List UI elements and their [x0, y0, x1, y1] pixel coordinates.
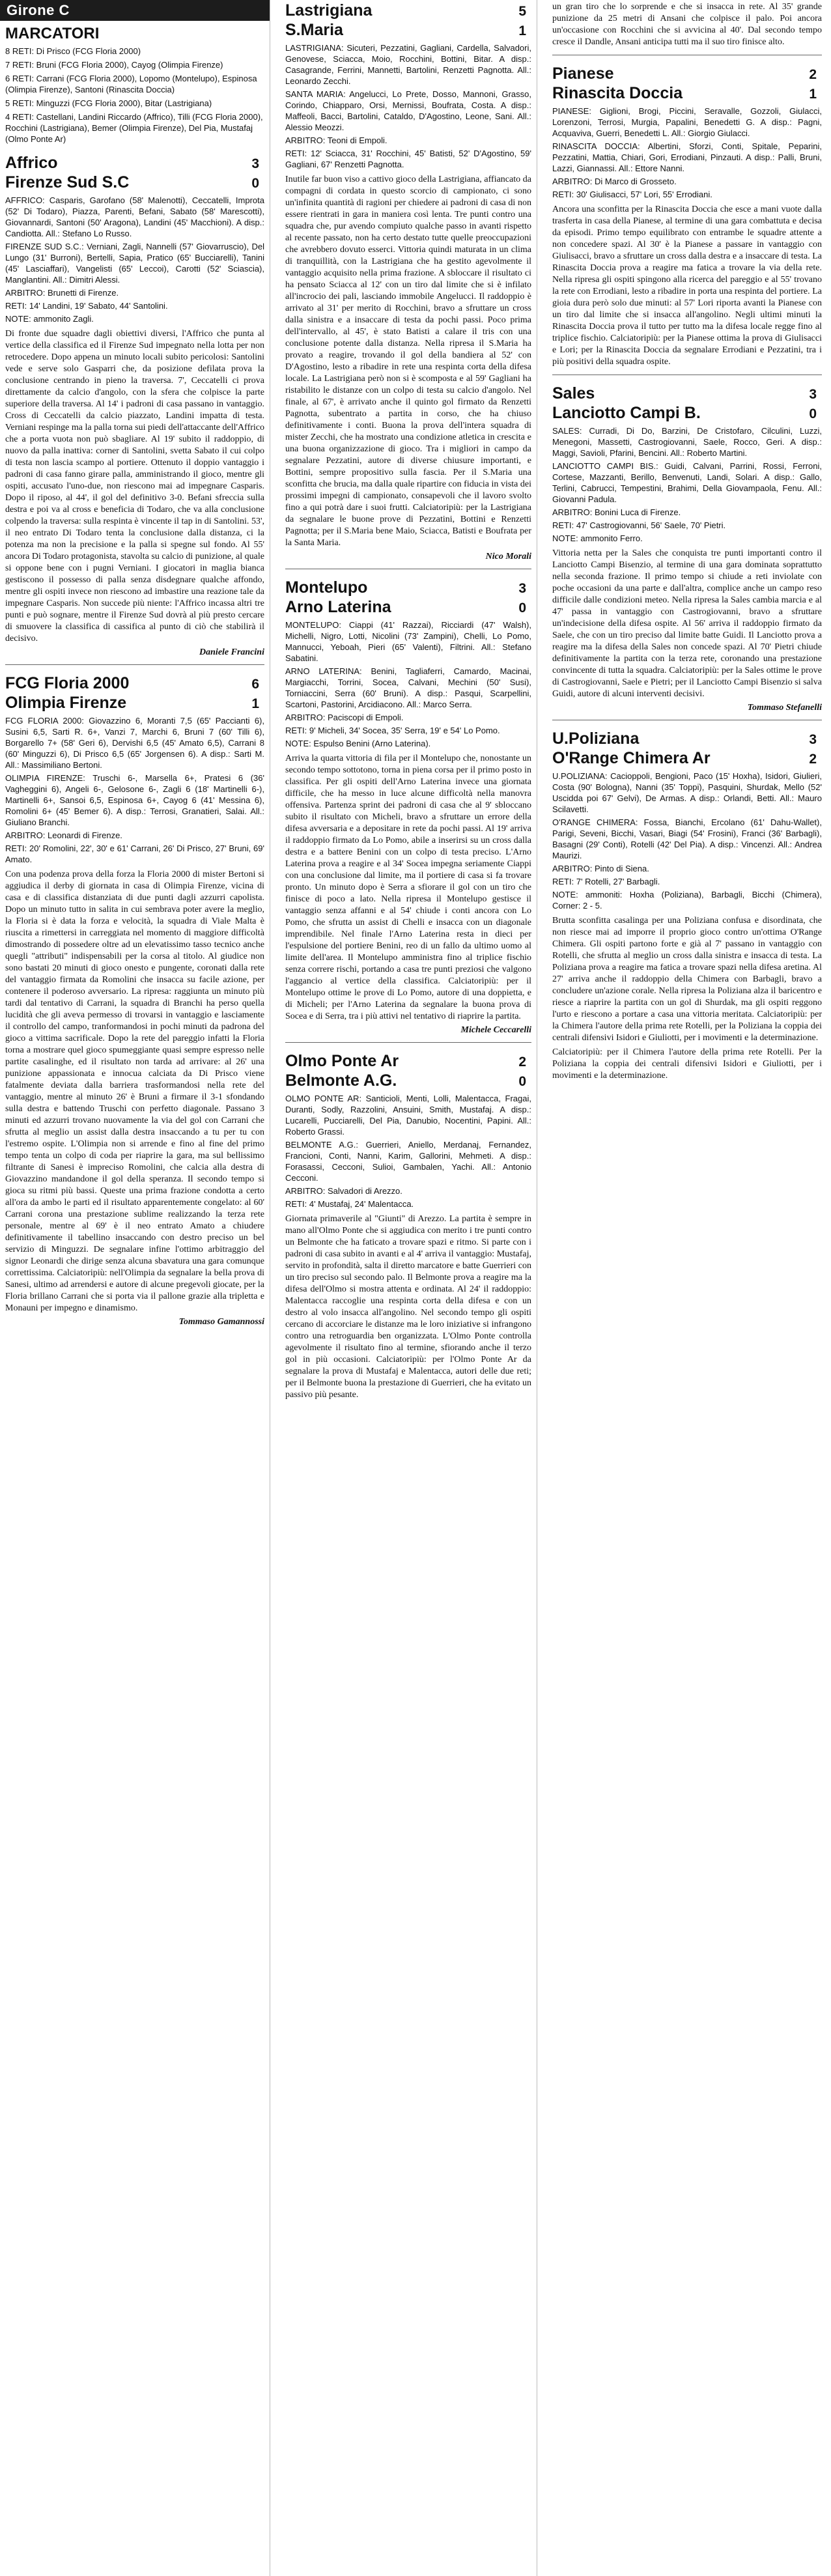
lineup-home: MONTELUPO: Ciappi (41' Razzai), Ricciardi (47' Walsh), Michelli, Nigro, Lotti, Nicolini (73' Zampini), Chelli, Lo Pomo, Mannucci, Yeboah, Pieri (65' Valenti), Filtrini. All.: Stefano Sabatini.	[285, 620, 531, 663]
match-report: Inutile far buon viso a cattivo gioco della Lastrigiana, affiancato da compagni di cordata in questo scorcio di campionato, ci sono un'infinita quantità di ragioni per chiedere ai padroni di casa di non essere rientrati in gara in maniera così lenta. Tre punti contro una squadra che, pur avendo compiuto qualche passo in avanti rispetto al recente passato, non ha certo destato tutte quelle preoccupazioni che avrebbero dovuto esserci. Vittoria quindi maturata in un clima di tranquillità, con la Lastrigiana che ha gestito agevolmente il vantaggio acquisito nella prima frazione. A sbloccare il risultato ci ha pensato Sciacca al 12' con un tiro dal limite che si è infilato all'incrocio dei pali, lasciando immobile Angelucci. Il raddoppio è arrivato al 31' per merito di Rocchini, bravo a sfruttare un cross dalla sinistra e a insaccare di testa da pochi passi. Poco prima dell'intervallo, al 45', è stato Batisti a calare il tris con una conclusione potente dalla distanza. Nella ripresa il S.Maria ha provato a reagire, trovando il gol della bandiera al 52' con D'Agostino, lesto a ribadire in rete una respinta corta della difesa locale. La Lastrigiana però non si è scomposta e al 59' Gagliani ha ristabilito le distanze con un colpo di testa su calcio d'angolo. Nel finale, al 67', è arrivato anche il quinto gol firmato da Renzetti Pagnotta, subentrato a partita in corso, che ha chiuso definitivamente i conti. Buona la prova dell'intera squadra di mister Zecchi, che ha mostrato una condizione atletica in crescita e una buona organizzazione di gioco. Tra i migliori in campo da segnalare Pezzatini, autore di diverse chiusure importanti, e Bottini, sempre propositivo sulla fascia. Per il S.Maria una sconfitta che brucia, ma dalla quale ripartire con fiducia in vista dei prossimi impegni di campionato, consapevoli che il lavoro svolto fino a qui potrà dare i suoi frutti. Calciatoripiù: per la Lastrigiana da segnalare le buone prove di Pezzatini, Bottini e Renzetti Pagnotta; per il S.Maria bene Maio, Sciacca, Batisti e Boufrata per la Santa Maria.	[285, 175, 531, 548]
byline: Tommaso Stefanelli	[747, 703, 822, 713]
team-name: Olimpia Firenze	[5, 694, 127, 712]
match-report: Ancora una sconfitta per la Rinascita Doccia che esce a mani vuote dalla trasferta in casa della Pianese, al termine di una gara combattuta e decisa da episodi. Primo tempo equilibrato con entrambe le squadre attente a non concedere spazi. Al 30' è la Pianese a passare in vantaggio con Giulisacci, bravo a sfruttare un cross dalla destra e a insaccare di testa. La Rinascita Doccia prova a reagire ma fatica a trovare la via della rete. Nella ripresa gli ospiti spingono alla ricerca del pareggio e al 55' trovano la rete con Errodiani, lesto a ribadire in porta una respinta del portiere. La gioia dura però solo due minuti: al 57' Lori riporta avanti la Pianese con un tiro dal limite che si insacca all'angolino. Negli ultimi minuti la Rinascita Doccia prova il tutto per tutto ma la difesa locale regge fino al triplice fischio. Calciatoripiù: per la Pianese ottima la prova di Giulisacci e Lori; per la Rinascita Doccia da segnalare Errodiani e Pezzatini, tra i più positivi della squadra ospite.	[552, 205, 822, 367]
team-name: Montelupo	[285, 578, 368, 597]
lineup-away: FIRENZE SUD S.C.: Verniani, Zagli, Nannelli (57' Giovarruscio), Del Lungo (31' Burroni), Bertelli, Sapia, Pratico (65' Bucciarelli), Tanini (45' Lasciaffari), Vangelisti (65' Leccoi), Carotti (52' Sciascia), Manglantini. All.: Dimitri Alessi.	[5, 242, 264, 285]
team-name: S.Maria	[285, 21, 343, 39]
referee: ARBITRO: Paciscopi di Empoli.	[285, 713, 404, 722]
marcatori-entry: 4 RETI: Castellani, Landini Riccardo (Affrico), Tilli (FCG Floria 2000), Rocchini (Lastrigiana), Bemer (Olimpia Firenze), Del Pia, Mustafaj (Olmo Ponte Ar)	[5, 112, 263, 144]
team-score: 2	[809, 752, 817, 767]
goals: RETI: 47' Castrogiovanni, 56' Saele, 70' Pietri.	[552, 520, 726, 530]
lineup-away: BELMONTE A.G.: Guerrieri, Aniello, Merdanaj, Fernandez, Francioni, Conti, Nanni, Karim, Gallorini, Mehmeti. A disp.: Forasassi, Cecconi, Sulioi, Gambalen, Yachi. All.: Antonio Cecconi.	[285, 1140, 531, 1183]
column-right	[547, 0, 827, 2576]
team-name: Arno Laterina	[285, 598, 391, 616]
lineup-home: LASTRIGIANA: Sicuteri, Pezzatini, Gagliani, Cardella, Salvadori, Genovese, Sciacca, Moio, Rocchini, Bottini, Bitar. A disp.: Casagrande, Ferrini, Mannetti, Bartolini, Renzetti Pagnotta. All.: Leonardo Zecchi.	[285, 43, 531, 86]
section-header: Girone C	[0, 0, 270, 21]
match-pianese	[552, 64, 822, 368]
lineup-away: LANCIOTTO CAMPI BIS.: Guidi, Calvani, Parrini, Rossi, Ferroni, Cortese, Mazzanti, Berillo, Benvenuti, Landi, Solari. A disp.: Gallo, Terlini, Cabrucci, Tempestini, Brahimi, Della Giovampaola, Fenu. All.: Giovanni Padula.	[552, 461, 822, 504]
goals: RETI: 4' Mustafaj, 24' Malentacca.	[285, 1199, 414, 1209]
match-montelupo	[285, 578, 531, 1036]
goals: RETI: 20' Romolini, 22', 30' e 61' Carrani, 26' Di Prisco, 27' Bruni, 69' Amato.	[5, 843, 264, 864]
team-name: FCG Floria 2000	[5, 674, 130, 692]
team-name: Lastrigiana	[285, 1, 373, 20]
team-score: 3	[809, 387, 817, 402]
team-score: 0	[518, 1074, 526, 1089]
goals: RETI: 12' Sciacca, 31' Rocchini, 45' Batisti, 52' D'Agostino, 59' Gagliani, 67' Renzetti Pagnotta.	[285, 149, 531, 169]
match-affrico	[5, 154, 264, 658]
referee: ARBITRO: Di Marco di Grosseto.	[552, 177, 677, 186]
team-score: 2	[809, 67, 817, 82]
goals: RETI: 9' Micheli, 34' Socea, 35' Serra, 19' e 54' Lo Pomo.	[285, 726, 500, 735]
team-name: Rinascita Doccia	[552, 84, 683, 102]
lineup-away: O'RANGE CHIMERA: Fossa, Bianchi, Ercolano (61' Dahu-Wallet), Parigi, Seveni, Bicchi, Vasari, Biagi (54' Frosini), Franci (36' Barbagli), Basagni (29' Conti), Rotelli (42' Del Pia). A disp.: Vincenzi. All.: Andrea Maurizi.	[552, 817, 822, 860]
team-score: 0	[518, 601, 526, 616]
team-name: Lanciotto Campi B.	[552, 404, 701, 422]
match-upoliziana	[552, 729, 822, 1082]
divider	[5, 664, 264, 665]
match-floria	[5, 674, 264, 1327]
lineup-home: OLMO PONTE AR: Santicioli, Menti, Lolli, Malentacca, Fragai, Duranti, Sodly, Razzolini, Ansuini, Smith, Mustafaj. A disp.: Lucarelli, Pucciarelli, Del Pia, Danubio, Nocentini, Papini. All.: Roberto Grassi.	[285, 1094, 531, 1137]
byline: Michele Ceccarelli	[460, 1025, 531, 1035]
match-olmo	[285, 1052, 531, 1401]
marcatori-entry: 7 RETI: Bruni (FCG Floria 2000), Cayog (Olimpia Firenze)	[5, 60, 223, 70]
marcatori-entry: 6 RETI: Carrani (FCG Floria 2000), Lopomo (Montelupo), Espinosa (Olimpia Firenze), Santoni (Rinascita Doccia)	[5, 74, 257, 94]
match-report: Con una podenza prova della forza la Floria 2000 di mister Bertoni si aggiudica il derby di giornata in casa di Olimpia Firenze, vicina di casa e di classifica distanziata di due punti dagli azzurri capolista. Dopo un minuto tutto in salita in cui sembrava poter avere la meglio, la Floria si è data la forza e velocità, la squadra di Viale Malta è riuscita a rimettersi in carreggiata nel momento di maggiore difficoltà dimostrando di possedere oltre ad un elevatissimo tasso tecnico anche quegli "attributi" indispensabili per la corsa al titolo. Al giudice non sono bastati 20 minuti di gioco onesto e pungente, coronati dalla rete del vantaggio firmata da Romolini che insacca su facile azione, per contenere il poderoso avversario. La ripresa: raggiunta un minuto più tardi dal tentativo di Carrani, la squadra di Branchi ha perso quella lucidità che gli aveva permesso di trovarsi in vantaggio e lasciamente il controllo del campo, tranformandosi in pochi minuti da padrona del gioco a vittima sacrificale. Dopo la rete del pareggio infatti la Floria torna a mostrare quel gioco spumeggiante quasi sempre espresso nelle partite casalinghe, ed il risultato non tarda ad arrivare: al 26' una punizione appassionata e innocua calciata da Di Prisco viene fatalmente deviata dalla barriera trasformandosi nella rete del vantaggio, mentre al minuto 26' è Bruni a firmare il 3-1 sfondando sulla destra e battendo Truschi con perfetto diagonale. Passano 3 minuti ed azzurri trovano nuovamente la via del gol con Carrani che sfrutta al meglio un assist dalla destra insaccando a tu per tu con l'estremo ospite. L'Olimpia non si arrende e fino al fine del primo tempo tenta un colpo di coda per riaprire la gara, ma sul bellissimo filtrante di Sanesi è impreciso Romolini, che calcia alla destra di Giovazzino mandandone il gol della speranza. Il secondo tempo si gioca su ritmi più bassi. Queste una prima frazione condotta a certo all'ora da ambo le parti ed il risultato apparentemente congelato: al 60' Carrani corona una prestazione sublime realizzando la terza rete personale, mentre al 69' è il neo entrato Amato a chiudere definitivamente il tabellino insaccando con destro preciso un bel servizio di Minguzzi. De segnalare infine l'ottimo arbitraggio del signor Leonardi che dirige senza alcuna sbavatura una gara comunque correttissima. Calciatoripiù: nell'Olimpia da segnalare la bella prova di Sanesi, ultimo ad arrendersi e autore di alcune pregevoli giocate, per la Floria brillano Carrani che si porta via il pallone grazie alla tripletta e Monauni per impegno e dinamismo.	[5, 870, 264, 1313]
team-score: 1	[518, 23, 526, 38]
team-score: 5	[518, 4, 526, 19]
team-score: 3	[518, 581, 526, 596]
team-score: 1	[251, 696, 259, 711]
lineup-away: SANTA MARIA: Angelucci, Lo Prete, Dosso, Mannoni, Grasso, Corindo, Chiapparo, Orsi, Mernissi, Boufrata, Costa. A disp.: Maffeoli, Bacci, Bartolini, Cataldo, D'Agostino, Leone, Sani. All.: Alessio Meozzi.	[285, 89, 531, 132]
team-score: 3	[809, 732, 817, 747]
continued-text: un gran tiro che lo sorprende e che si insacca in rete. Al 35' grande punizione da 25 metri di Ansani che colpisce il palo. Poi ancora un'occasione con Rocchini che si avvicina al 40'. Dal secondo tempo cresce il Dandle, Ansani anticipa tutti ma il suo tiro finisce alto.	[552, 2, 822, 47]
lineup-home: FCG FLORIA 2000: Giovazzino 6, Moranti 7,5 (65' Paccianti 6), Susini 6,5, Sarti R. 6+, Vanzi 7, Marchi 6, Bruni 7 (60' Tilli 6), Borgarello 7+ (58' Geri 6), Dervishi 6,5 (45' Amato 6,5), Carrani 8 (60' Minguzzi 6), Di Prisco 6,5 (65' Jorgensen 6). A disp.: Sarti M. All.: Massimiliano Bertoni.	[5, 716, 264, 770]
referee: ARBITRO: Salvadori di Arezzo.	[285, 1186, 402, 1196]
team-score: 2	[518, 1054, 526, 1069]
team-name: Firenze Sud S.C	[5, 173, 130, 191]
team-name: Affrico	[5, 154, 58, 172]
match-report: Di fronte due squadre dagli obiettivi diversi, l'Affrico che punta al vertice della classifica ed il Firenze Sud impegnato nella lotta per non retrocedere. Dopo appena un minuto locali subito pericolosi: Santolini vede e serve solo Gasparri che, da posizione defilata prova la conclusione centrando in pieno la traversa. 7', Ceccatelli ci prova direttamente da calcio d'angolo, con la sfera che colpisce la parte superiore della traversa. Al 14' i padroni di casa passano in vantaggio. Cross di Ceccatelli da calcio piazzato, Landini impatta di testa. Verniani respinge ma la palla torna sui piedi dell'attaccante dell'Affrico che a porta vuota non può sbagliare. Al 19' subito il raddoppio, di nuovo da palla inattiva: corner di Santolini, svetta Sabato il cui colpo di testa non lascia scampo al portiere. Ottenuto il doppio vantaggio i padroni di casa fanno girare palla, amministrando il gioco, mentre gli ospiti, accusato l'uno-due, non riescono mai ad impegnare Casparis. Dopo il riposo, al 44', il gol del definitivo 3-0. Befani sfreccia sulla destra e poi va al cross e beneficia di Todaro, che va alla conclusione colpendo la traversa: sulla respinta è vincente il tap in di Santolini. 53', il neo entrato Di Todaro tenta la conclusione dalla distanza, ci la potenza ma non la precisione e la palla si spegne sul fondo. Al 55' ancora Di Todaro protagonista, stavolta su calcio di punizione, al quale si oppone bene con i pugni Verniani. I giocatori in maglia bianca gestiscono il possesso di palla senza disdegnare qualche affondo, mentre gli ospiti invece non riescono ad imbastire una reazione tale da impegnare Casparis. Non succede più niente: l'Affrico incassa altri tre punti e può sognare, mentre il Firenze Sud dovrà al più presto cercare di smuovere la classifica di cassifica al punto di ciò che stabilirà il decisivo.	[5, 329, 264, 644]
team-name: Sales	[552, 384, 595, 403]
referee: ARBITRO: Leonardi di Firenze.	[5, 830, 122, 840]
calciatori-note: Calciatoripiù: per il Chimera l'autore della prima rete Rotelli. Per la Poliziana la coppia dei centrali difensivi Isidori e Giuliotti, per i movimenti e la determinazione.	[552, 1047, 822, 1081]
team-score: 1	[809, 87, 817, 102]
column-middle	[280, 0, 537, 2576]
match-report: Brutta sconfitta casalinga per una Poliziana confusa e disordinata, che non riesce mai ad imporre il proprio gioco contro un'ottima O'Range Chimera. Gli ospiti partono forte e già al 7' passano in vantaggio con Rotelli, che sfrutta al meglio un cross dalla sinistra e insacca di testa. La Poliziana prova a reagire ma fatica a trovare spazi nella difesa aretina. Al 27' arriva anche il raddoppio della Chimera con Barbagli, bravo a concludere un'azione corale. Nella ripresa la Poliziana alza il baricentro e riesce a riaprire la partita con un gol di Shurdak, ma gli ospiti reggono l'urto e riescono a portare a casa una vittoria meritata. Calciatoripiù: per la Chimera l'autore della prima rete Rotelli, per la Poliziana la coppia dei centrali difensivi Isidori e Giuliotti, per i movimenti e la determinazione.	[552, 916, 822, 1043]
team-name: Olmo Ponte Ar	[285, 1052, 399, 1070]
marcatori-entry: 5 RETI: Minguzzi (FCG Floria 2000), Bitar (Lastrigiana)	[5, 98, 212, 108]
divider	[285, 1042, 531, 1043]
team-name: Pianese	[552, 64, 614, 83]
lineup-home: AFFRICO: Casparis, Garofano (58' Malenotti), Ceccatelli, Improta (52' Di Todaro), Piazza, Parenti, Befani, Sabato (58' Marescotti), Giovannardi, Santoni (50' Aragona), Landini (45' Macchioni). A disp.: Candiotta. All.: Stefano Lo Russo.	[5, 195, 264, 238]
referee: ARBITRO: Bonini Luca di Firenze.	[552, 507, 681, 517]
team-score: 6	[251, 677, 259, 692]
team-name: O'Range Chimera Ar	[552, 749, 711, 767]
lineup-away: OLIMPIA FIRENZE: Truschi 6-, Marsella 6+, Pratesi 6 (36' Vagheggini 6), Angeli 6-, Gelosone 6-, Zagli 6 (18' Martinelli 6-), Martinelli 6+, Sansoi 6,5, Espinosa 6+, Cayog 6 (41' Messina 6), Romolini 6+ (45' Bemer 6). A disp.: Terrosi, Granatieri, Salai. All.: Giuliano Branchi.	[5, 773, 264, 827]
match-note: NOTE: ammonito Ferro.	[552, 533, 643, 543]
column-left	[0, 0, 270, 2576]
lineup-home: PIANESE: Giglioni, Brogi, Piccini, Seravalle, Gozzoli, Giulacci, Lorenzoni, Terrosi, Murgia, Papalini, Benedetti G. A disp.: Pagni, Acquaviva, Guerri, Benedetti L. All.: Giorgio Giulacci.	[552, 106, 822, 138]
match-lastrigiana	[285, 1, 531, 562]
marcatori-entry: 8 RETI: Di Prisco (FCG Floria 2000)	[5, 46, 141, 56]
referee: ARBITRO: Teoni di Empoli.	[285, 135, 387, 145]
team-name: U.Poliziana	[552, 729, 640, 748]
goals: RETI: 14' Landini, 19' Sabato, 44' Santolini.	[5, 301, 168, 311]
lineup-away: RINASCITA DOCCIA: Albertini, Sforzi, Conti, Spitale, Peparini, Pezzatini, Mattia, Chiari, Gori, Errodiani, Pinzauti. A disp.: Palli, Bruni, Lazzi, Giannassi. All.: Ettore Nanni.	[552, 141, 822, 173]
goals: RETI: 7' Rotelli, 27' Barbagli.	[552, 877, 660, 886]
byline: Daniele Francini	[199, 647, 264, 657]
match-note: NOTE: ammonito Zagli.	[5, 314, 94, 324]
match-report: Giornata primaverile al "Giunti" di Arezzo. La partita è sempre in mano all'Olmo Ponte che si aggiudica con merito i tre punti contro un Belmonte che ha faticato a trovare spazi e ritmo. Si parte con i padroni di casa subito in avanti e al 4' arriva il vantaggio: Mustafaj, servito in profondità, salta il diretto marcatore e batte Guerrieri con un tiro preciso sul secondo palo. Il Belmonte prova a reagire ma la difesa dell'Olmo si mostra attenta e ordinata. Al 24' il raddoppio: Malentacca raccoglie una respinta corta della difesa e con un destro al volo insacca all'angolino. Nel secondo tempo gli ospiti cercano di accorciare le distanze ma le loro iniziative si infrangono contro una retroguardia ben organizzata. L'Olmo Ponte controlla agevolmente il risultato fino al termine, sfiorando anche il terzo gol in più occasioni. Calciatoripiù: per l'Olmo Ponte Ar da segnalare la prova di Mustafaj e Malentacca, autori delle due reti; per il Belmonte buona la prestazione di Guerrieri, che ha evitato un passivo più pesante.	[285, 1214, 531, 1400]
referee: ARBITRO: Pinto di Siena.	[552, 864, 649, 873]
lineup-home: U.POLIZIANA: Cacioppoli, Bengioni, Paco (15' Hoxha), Isidori, Giulieri, Costa (90' Bologna), Nanni (35' Toppi), Pasquini, Shurdak, Mello (52' Uscidda poi 67' Gelvi), De Armas. A disp.: Orlandi, Betti. All.: Mauro Scilavetti.	[552, 771, 822, 814]
match-report: Arriva la quarta vittoria di fila per il Montelupo che, nonostante un secondo tempo sottotono, torna in piena corsa per il primo posto in classifica. Per gli ospiti dell'Arno Laterina invece una giornata difficile, che ha messo in luce alcune difficoltà nella manovra offensiva. Partenza sprint dei padroni di casa che al 9' sbloccano subito il risultato con Micheli, bravo a sfruttare un errore della difesa avversaria e a depositare in rete da pochi passi. Al 19' arriva il raddoppio firmato da Lo Pomo, abile a inserirsi su un cross dalla destra e a battere Benini con un colpo di testa preciso. L'Arno Laterina prova a reagire e al 34' Socea impegna seriamente Ciappi con una conclusione dal limite, ma il portiere di casa si fa trovare pronto. Un minuto dopo è Serra a sfiorare il gol con un tiro che finisce di poco a lato. Nella ripresa il Montelupo gestisce il vantaggio senza affanni e al 54' chiude i conti ancora con Lo Pomo, che sfrutta un assist di Chelli e insacca con un diagonale imprendibile. Nel finale l'Arno Laterina resta in dieci per l'espulsione del portiere Benini, reo di un fallo da ultimo uomo al limite dell'area. Il Montelupo amministra fino al triplice fischio senza correre rischi, portando a casa tre punti preziosi che valgono l'aggancio al vertice della classifica. Calciatoripiù: per il Montelupo ottime le prove di Lo Pomo, autore di una doppietta, e di Micheli; per l'Arno Laterina da segnalare la buona prova di Socea e di Serra, tra i più attivi nel tentativo di riaprire la partita.	[285, 754, 531, 1021]
match-note: NOTE: ammoniti: Hoxha (Poliziana), Barbagli, Bicchi (Chimera), Corner: 2 - 5.	[552, 890, 822, 911]
team-score: 0	[251, 176, 259, 191]
lineup-away: ARNO LATERINA: Benini, Tagliaferri, Camardo, Macinai, Margiacchi, Torrini, Socea, Calvani, Mechini (50' Susi), Torniaccini, Serra (60' Bruni). A disp.: Pasqui, Scarpellini, Scartoni, Pastorini, Arcidiacono. All.: Marco Serra.	[285, 666, 531, 709]
team-score: 0	[809, 406, 817, 421]
goals: RETI: 30' Giulisacci, 57' Lori, 55' Errodiani.	[552, 190, 712, 199]
byline: Tommaso Gamannossi	[178, 1317, 264, 1327]
match-note: NOTE: Espulso Benini (Arno Laterina).	[285, 739, 431, 748]
team-name: Belmonte A.G.	[285, 1071, 397, 1090]
match-sales	[552, 384, 822, 713]
byline: Nico Morali	[485, 552, 531, 561]
team-score: 3	[251, 156, 259, 171]
marcatori-title: MARCATORI	[5, 25, 100, 42]
referee: ARBITRO: Brunetti di Firenze.	[5, 288, 119, 298]
lineup-home: SALES: Curradi, Di Do, Barzini, De Cristofaro, Cilculini, Luzzi, Menegoni, Massetti, Castrogiovanni, Saele, Rocco, Geri. A disp.: Maggi, Savioli, Pfarini, Bencini. All.: Roberto Martini.	[552, 426, 822, 458]
match-report: Vittoria netta per la Sales che conquista tre punti importanti contro il Lanciotto Campi Bisenzio, al termine di una gara dominata soprattutto nella seconda frazione. Il primo tempo si chiude a reti inviolate con poche occasioni da una parte e dall'altra, complice anche un campo reso difficile dalle condizioni meteo. Nella ripresa la Sales cambia marcia e al 47' passa in vantaggio con Castrogiovanni, bravo a sfruttare un'indecisione della difesa ospite. Al 56' arriva il raddoppio firmato da Saele, che con un tiro preciso dal limite batte Guidi. Il Lanciotto prova a reagire ma la difesa della Sales non concede spazi. Al 70' Pietri chiude definitivamente la partita con la terza rete, coronando una prestazione convincente di tutta la squadra. Calciatoripiù: per la Sales ottime le prove di Castrogiovanni, Saele e Pietri; per il Lanciotto Campi Bisenzio si salva Guidi, autore di alcuni interventi decisivi.	[552, 548, 822, 699]
